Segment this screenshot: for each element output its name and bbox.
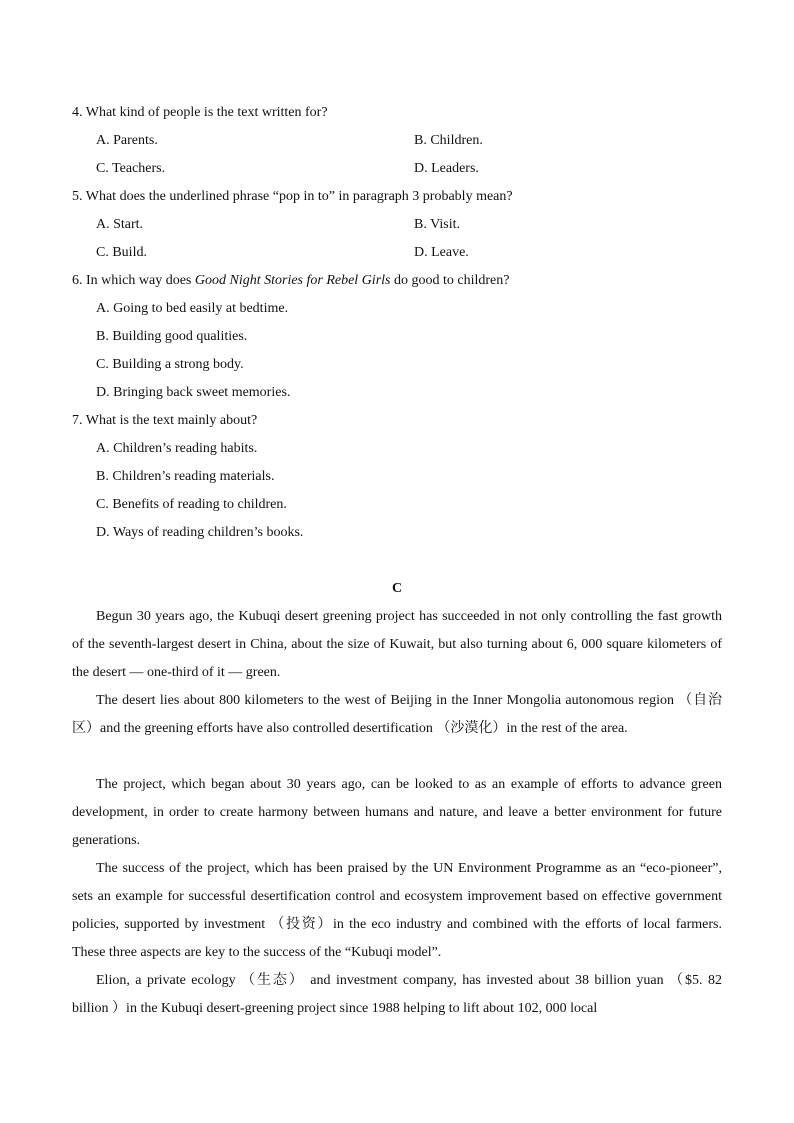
- passage-paragraph-5: Elion, a private ecology （生态） and investment company, has invested about 38 billion yuan （$5. 82 billion ）in the Kubuqi desert-greening project since 1988 helping to lift about 102, 000 local: [72, 973, 722, 1016]
- question-6-option-b: B. Building good qualities.: [96, 329, 248, 344]
- question-6-book-title: Good Night Stories for Rebel Girls: [194, 273, 391, 288]
- question-4: 4. What kind of people is the text written for?: [72, 105, 328, 120]
- question-5-option-d: D. Leave.: [414, 245, 469, 260]
- question-7: 7. What is the text mainly about?: [72, 413, 258, 428]
- passage-paragraph-1: Begun 30 years ago, the Kubuqi desert greening project has succeeded in not only controlling the fast growth of the seventh-largest desert in China, about the size of Kuwait, but also turning about 6, 000 square kilometers of the desert — one-third of it — green.: [72, 609, 722, 680]
- question-5-option-a: A. Start.: [96, 217, 144, 232]
- question-7-option-b: B. Children’s reading materials.: [96, 469, 275, 484]
- section-title: C: [391, 581, 403, 596]
- question-6-option-a: A. Going to bed easily at bedtime.: [96, 301, 289, 316]
- question-4-option-a: A. Parents.: [96, 133, 158, 148]
- question-6-stem-before: 6. In which way does: [72, 273, 195, 288]
- question-6-option-d: D. Bringing back sweet memories.: [96, 385, 291, 400]
- passage-paragraph-2: The desert lies about 800 kilometers to the west of Beijing in the Inner Mongolia autonomous region （自治区）and the greening efforts have also controlled desertification （沙漠化）in the rest of the area.: [72, 693, 722, 736]
- question-5-option-c: C. Build.: [96, 245, 147, 260]
- question-7-option-a: A. Children’s reading habits.: [96, 441, 258, 456]
- question-4-option-c: C. Teachers.: [96, 161, 166, 176]
- question-5-option-b: B. Visit.: [414, 217, 460, 232]
- question-4-option-d: D. Leaders.: [414, 161, 479, 176]
- question-6-option-c: C. Building a strong body.: [96, 357, 244, 372]
- passage-paragraph-3: The project, which began about 30 years ago, can be looked to as an example of efforts to advance green development, in order to create harmony between humans and nature, and leave a better environment for future generations.: [72, 777, 722, 848]
- question-5: 5. What does the underlined phrase “pop in to” in paragraph 3 probably mean?: [72, 189, 513, 204]
- question-4-option-b: B. Children.: [414, 133, 483, 148]
- question-6-stem-after: do good to children?: [390, 273, 510, 288]
- question-6: [72, 271, 722, 291]
- question-7-option-c: C. Benefits of reading to children.: [96, 497, 287, 512]
- question-7-option-d: D. Ways of reading children’s books.: [96, 525, 304, 540]
- passage-paragraph-4: The success of the project, which has been praised by the UN Environment Programme as an “eco-pioneer”, sets an example for successful desertification control and ecosystem improvement based on effective government policies, supported by investment （投资）in the eco industry and combined with the efforts of local farmers. These three aspects are key to the success of the “Kubuqi model”.: [72, 861, 722, 960]
